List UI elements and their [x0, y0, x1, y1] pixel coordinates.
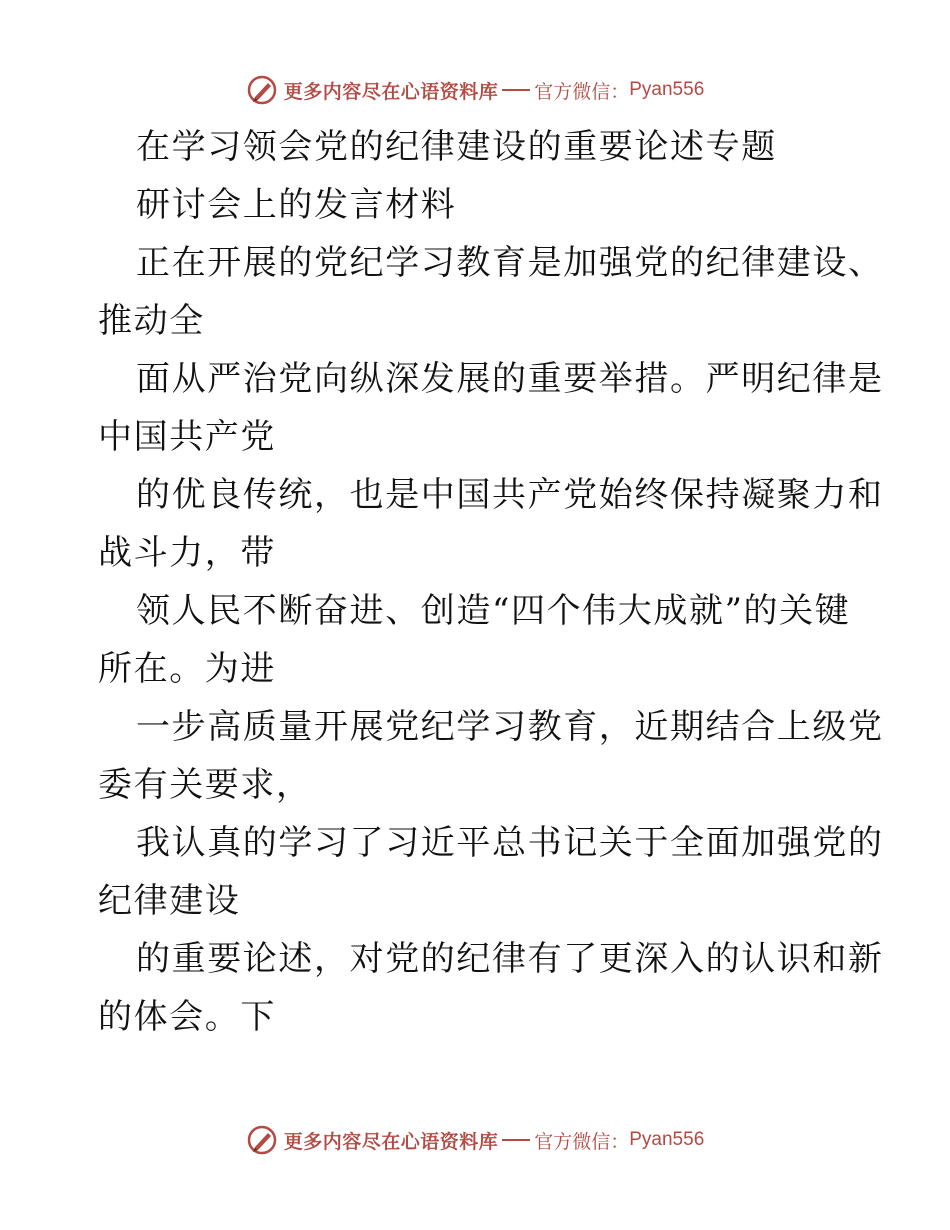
document-body — [98, 118, 884, 1046]
paragraph-line: 面从严治党向纵深发展的重要举措。严明纪律是 — [136, 359, 884, 399]
footer-wechat-id: Pyan556 — [629, 1129, 705, 1150]
paragraph-line: 推动全 — [98, 301, 205, 341]
document-title-line-2: 研讨会上的发言材料 — [136, 185, 457, 225]
paragraph-line: 委有关要求， — [98, 765, 312, 805]
paragraph-line: 战斗力，带 — [98, 533, 276, 573]
header-wechat-label: 官方微信： — [534, 80, 630, 103]
paragraph-line: 中国共产党 — [98, 417, 276, 457]
paragraph-line: 的重要论述，对党的纪律有了更深入的认识和新 — [136, 939, 884, 979]
paragraph-line: 正在开展的党纪学习教育是加强党的纪律建设、 — [136, 243, 884, 283]
header-wechat-id: Pyan556 — [629, 79, 705, 100]
header-brand-text: 更多内容尽在心语资料库 — [283, 80, 499, 103]
pen-logo-icon — [246, 74, 278, 106]
header-separator — [502, 89, 530, 91]
document-title-line-1: 在学习领会党的纪律建设的重要论述专题 — [136, 127, 777, 167]
pen-logo-icon — [246, 1124, 278, 1156]
footer-wechat-label: 官方微信： — [534, 1130, 630, 1153]
paragraph-line: 所在。为进 — [98, 649, 276, 689]
footer-watermark-banner — [0, 1120, 950, 1160]
paragraph-line: 纪律建设 — [98, 881, 241, 921]
paragraph-line: 领人民不断奋进、创造“四个伟大成就”的关键 — [136, 591, 851, 631]
paragraph-line: 我认真的学习了习近平总书记关于全面加强党的 — [136, 823, 884, 863]
paragraph-line: 的优良传统，也是中国共产党始终保持凝聚力和 — [136, 475, 884, 515]
paragraph-line: 一步高质量开展党纪学习教育，近期结合上级党 — [136, 707, 884, 747]
header-watermark-banner — [0, 70, 950, 110]
footer-separator — [502, 1139, 530, 1141]
paragraph-line: 的体会。下 — [98, 997, 276, 1037]
footer-brand-text: 更多内容尽在心语资料库 — [283, 1130, 499, 1153]
